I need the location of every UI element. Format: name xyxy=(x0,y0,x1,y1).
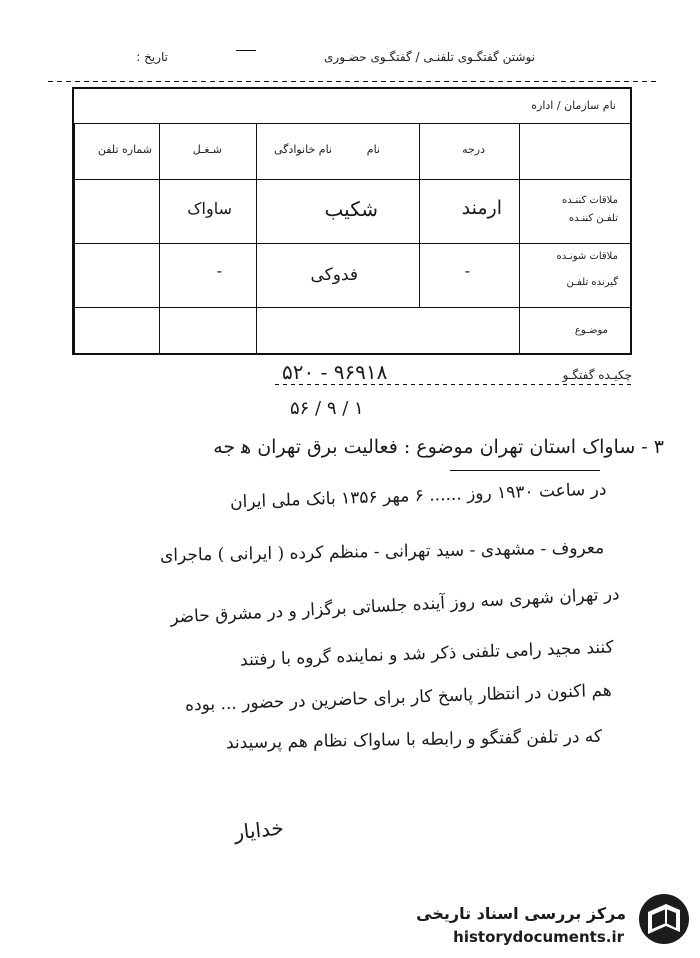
row-subject-label: موضـوع xyxy=(574,325,608,336)
signature: خدایار xyxy=(232,815,285,845)
col-phone: شماره تلفن xyxy=(97,143,152,156)
table-vline xyxy=(74,123,75,353)
caller-family-value: شکیب xyxy=(324,197,378,221)
body-line: کنند مجید رامی تلفنی ذکر شد و نماینده گروه با رفتند xyxy=(239,637,615,671)
table-vline xyxy=(256,123,257,353)
row-caller-label-1: ملاقات کننـده xyxy=(562,195,618,206)
form-header-title: نوشتن گفتگـوی تلفنـی / گفتگـوی حضـوری xyxy=(324,50,535,64)
body-line: هم اکنون در انتظار پاسخ کار برای حاضرین در حضور ... بوده xyxy=(184,680,613,716)
callee-family-value: فدوکی xyxy=(310,265,358,285)
table-hline xyxy=(74,307,630,308)
summary-label: چکیـده گفتگـو xyxy=(562,368,632,382)
conversation-form-table xyxy=(72,87,632,355)
summary-underline xyxy=(275,384,635,385)
table-vline xyxy=(519,123,520,353)
body-line: معروف - مشهدی - سید تهرانی - منظم کرده ( ایرانی ) ماجرای xyxy=(159,538,605,566)
table-hline xyxy=(74,123,630,124)
table-vline xyxy=(159,123,160,353)
table-hline xyxy=(74,179,630,180)
date-blank-mark xyxy=(236,50,256,51)
callee-job-value: - xyxy=(216,261,222,280)
subject-underline xyxy=(450,470,600,471)
body-line: که در تلفن گفتگو و رابطه با ساواک نظام هم پرسیدند xyxy=(225,726,603,754)
body-line: در تهران شهری سه روز آینده جلساتی برگزار و در مشرق حاضر xyxy=(170,584,621,628)
col-family: نام خانوادگی xyxy=(274,143,332,156)
watermark-site: historydocuments.ir xyxy=(453,928,624,946)
date-label: تاریخ : xyxy=(136,50,168,64)
archive-logo-icon xyxy=(636,890,692,948)
caller-grade-value: ارمند xyxy=(461,197,502,219)
col-name: نام xyxy=(366,143,380,156)
table-hline xyxy=(74,243,630,244)
row-callee-label-2: گیرنده تلفـن xyxy=(566,277,618,288)
header-separator-top xyxy=(48,81,656,82)
callee-grade-value: - xyxy=(464,261,470,280)
archive-logo xyxy=(636,890,692,948)
col-job: شـغـل xyxy=(192,143,222,156)
caller-job-value: ساواک xyxy=(187,199,232,218)
body-subject-line: ۳ - ساواک استان تهران موضوع : فعالیت برق تهران ه‍ جه xyxy=(213,436,664,458)
row-callee-label-1: ملاقات شونـده xyxy=(556,251,618,262)
org-label: نام سازمان / اداره xyxy=(531,99,616,112)
summary-number: ۵۲۰ - ۹۶۹۱۸ xyxy=(282,360,388,384)
summary-date: ۵۶ / ۹ / ۱ xyxy=(290,398,364,419)
table-vline xyxy=(419,123,420,307)
col-grade: درجه xyxy=(462,143,485,156)
row-caller-label-2: تلفـن کننـده xyxy=(568,213,618,224)
body-line: در ساعت ۱۹۳۰ روز ...... ۶ مهر ۱۳۵۶ بانک ملی ایران xyxy=(229,479,607,513)
watermark-title: مرکز بررسی اسناد تاریخی xyxy=(416,904,626,923)
